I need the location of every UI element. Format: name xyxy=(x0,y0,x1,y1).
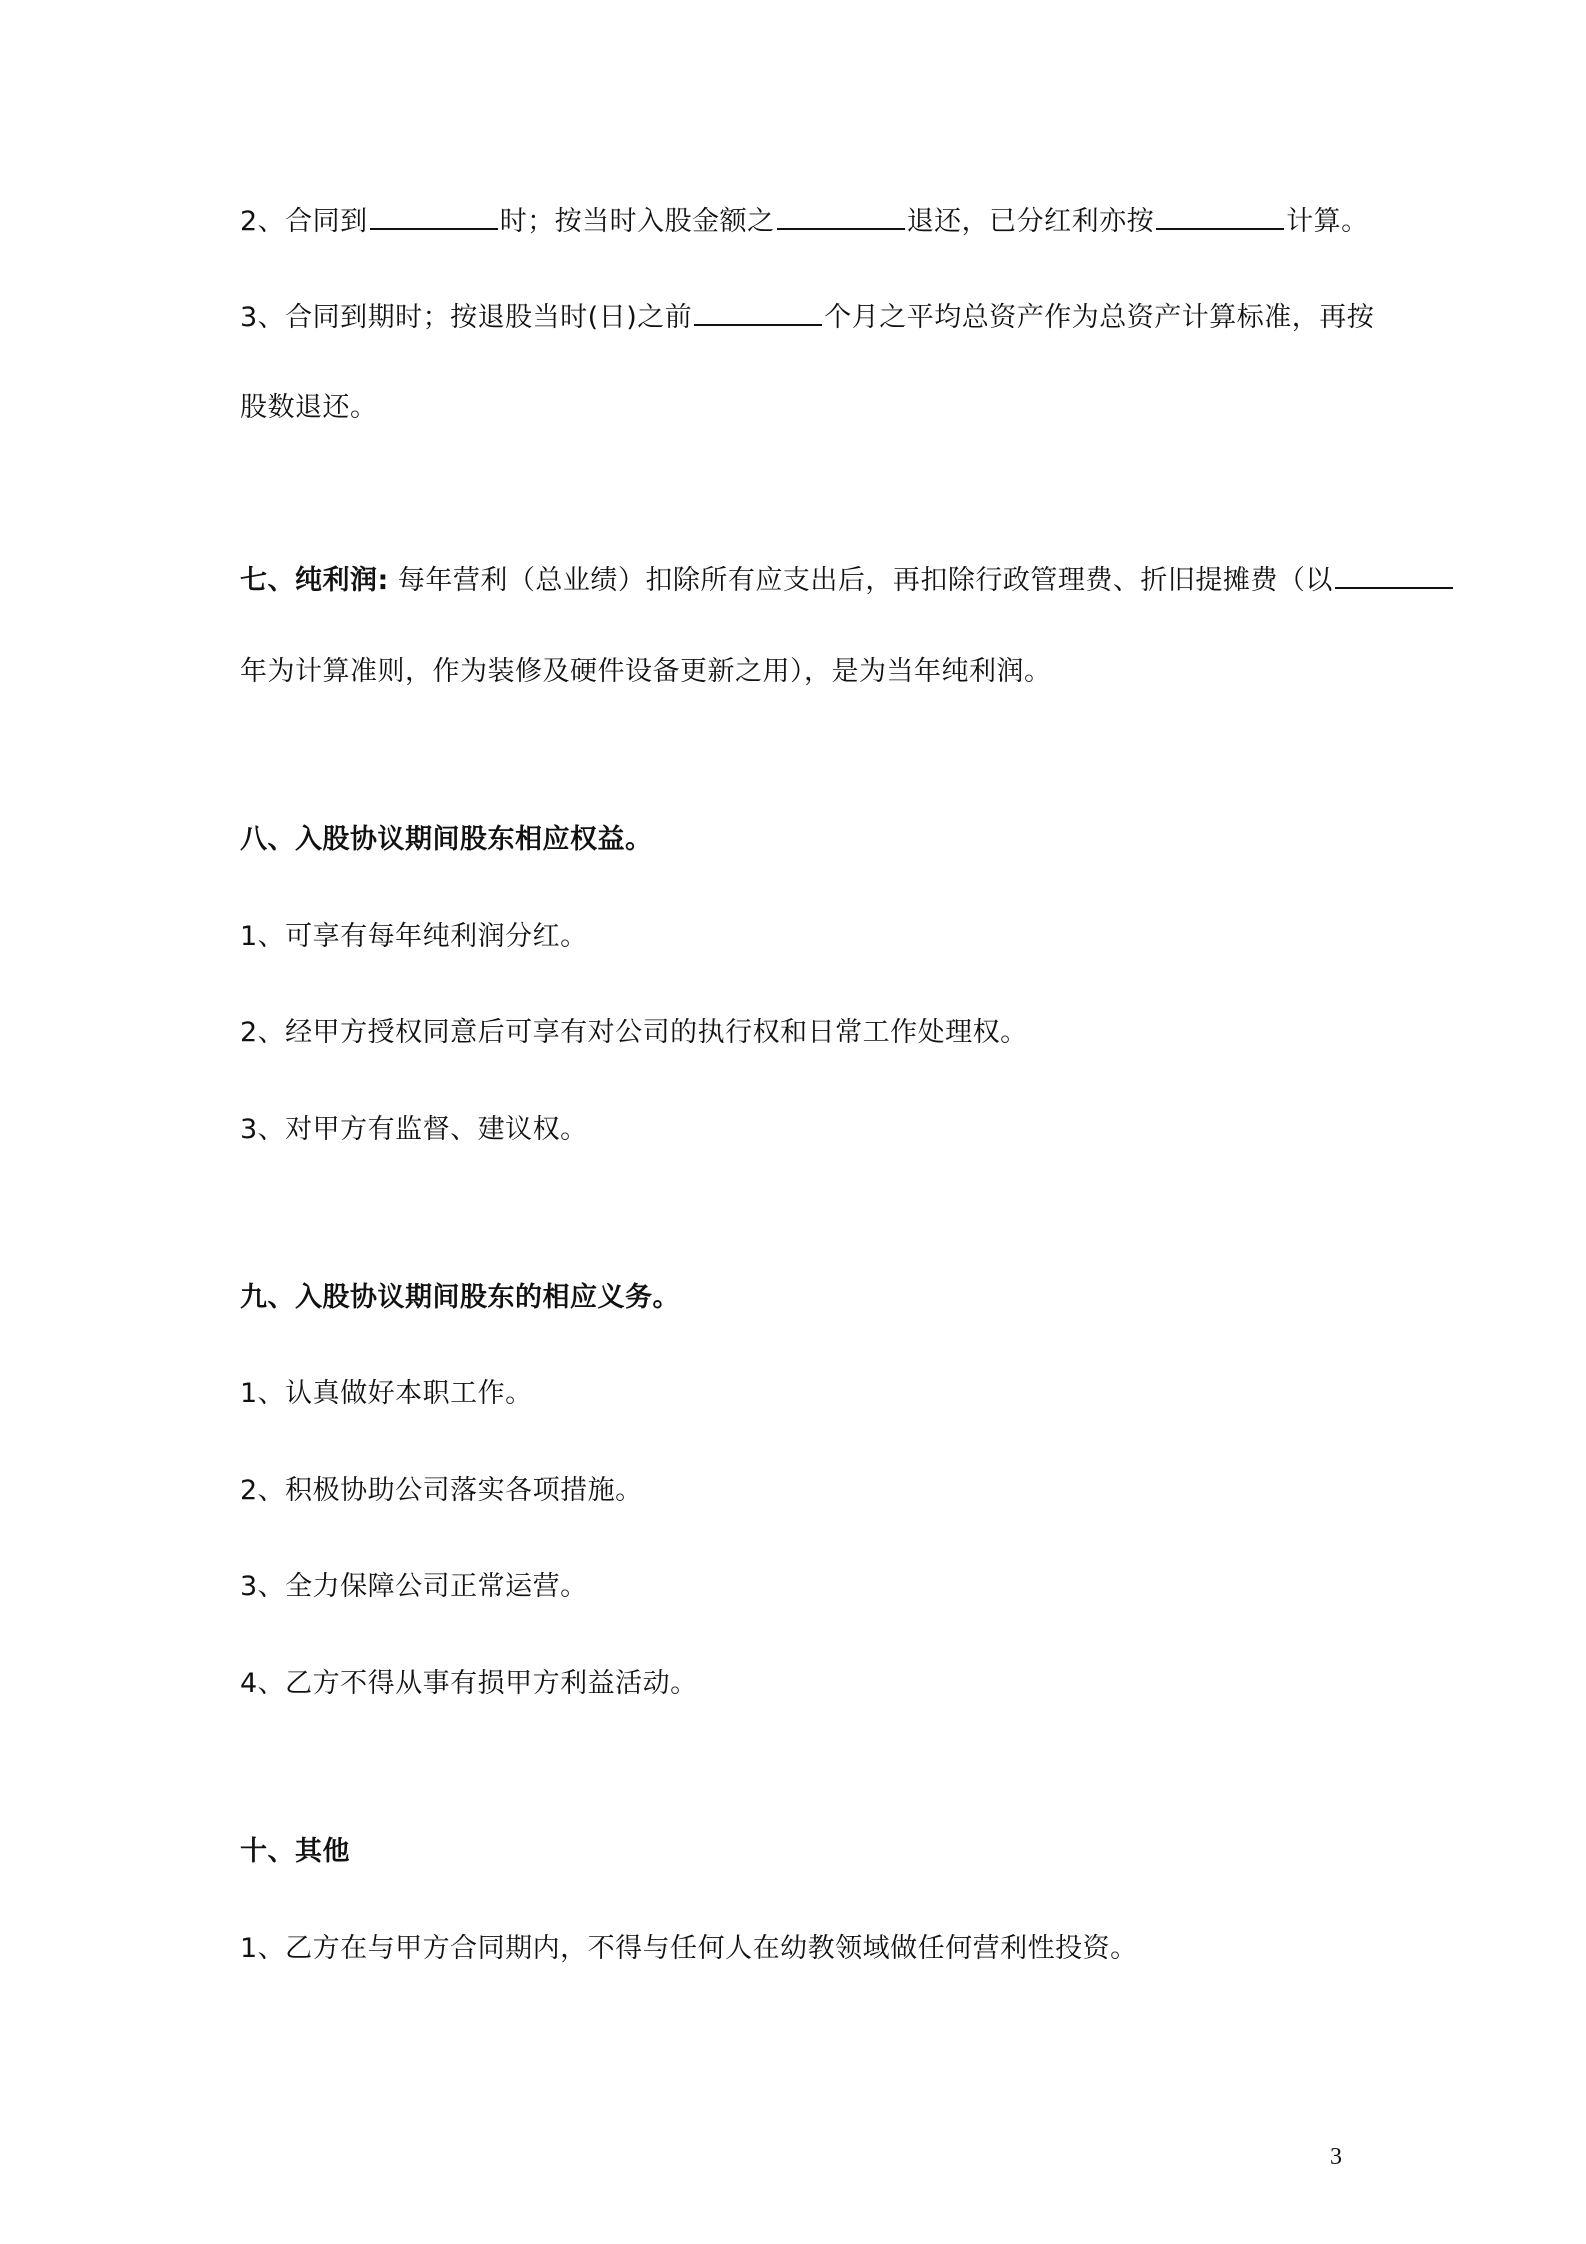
fill-blank xyxy=(777,198,905,230)
list-item: 4、乙方不得从事有损甲方利益活动。 xyxy=(240,1668,698,1699)
section-heading: 九、入股协议期间股东的相应义务。 xyxy=(240,1282,680,1313)
fill-blank xyxy=(1156,198,1284,230)
clause-text: 计算。 xyxy=(1286,206,1369,237)
clause-text: 股数退还。 xyxy=(240,392,378,423)
section-heading: 八、入股协议期间股东相应权益。 xyxy=(240,824,653,855)
list-item: 1、认真做好本职工作。 xyxy=(240,1378,533,1409)
list-item: 1、乙方在与甲方合同期内，不得与任何人在幼教领域做任何营利性投资。 xyxy=(240,1933,1138,1964)
clause-text: 时；按当时入股金额之 xyxy=(499,206,775,237)
clause-6-item-3 xyxy=(240,294,1374,338)
clause-text: 年为计算准则，作为装修及硬件设备更新之用），是为当年纯利润。 xyxy=(240,656,1052,687)
fill-blank xyxy=(1335,557,1453,589)
clause-6-item-2 xyxy=(240,198,1369,242)
section-heading: 七、纯利润: xyxy=(240,565,389,596)
list-item: 3、对甲方有监督、建议权。 xyxy=(240,1114,588,1145)
fill-blank xyxy=(370,198,498,230)
clause-6-item-3-continued xyxy=(240,388,378,428)
clause-7-continued xyxy=(240,652,1052,692)
list-item: 1、可享有每年纯利润分红。 xyxy=(240,921,588,952)
clause-text: 3、合同到期时；按退股当时(日)之前 xyxy=(240,302,693,333)
clause-7 xyxy=(240,557,1455,601)
clause-text: 2、合同到 xyxy=(240,206,368,237)
section-heading: 十、其他 xyxy=(240,1836,350,1867)
page-number: 3 xyxy=(1330,2144,1342,2170)
clause-text: 个月之平均总资产作为总资产计算标准，再按 xyxy=(824,302,1375,333)
list-item: 2、积极协助公司落实各项措施。 xyxy=(240,1475,643,1506)
list-item: 3、全力保障公司正常运营。 xyxy=(240,1571,588,1602)
clause-text: 退还，已分红利亦按 xyxy=(906,206,1155,237)
clause-text: 每年营利（总业绩）扣除所有应支出后，再扣除行政管理费、折旧提摊费（以 xyxy=(388,565,1333,596)
list-item: 2、经甲方授权同意后可享有对公司的执行权和日常工作处理权。 xyxy=(240,1017,1028,1048)
fill-blank xyxy=(694,294,822,326)
